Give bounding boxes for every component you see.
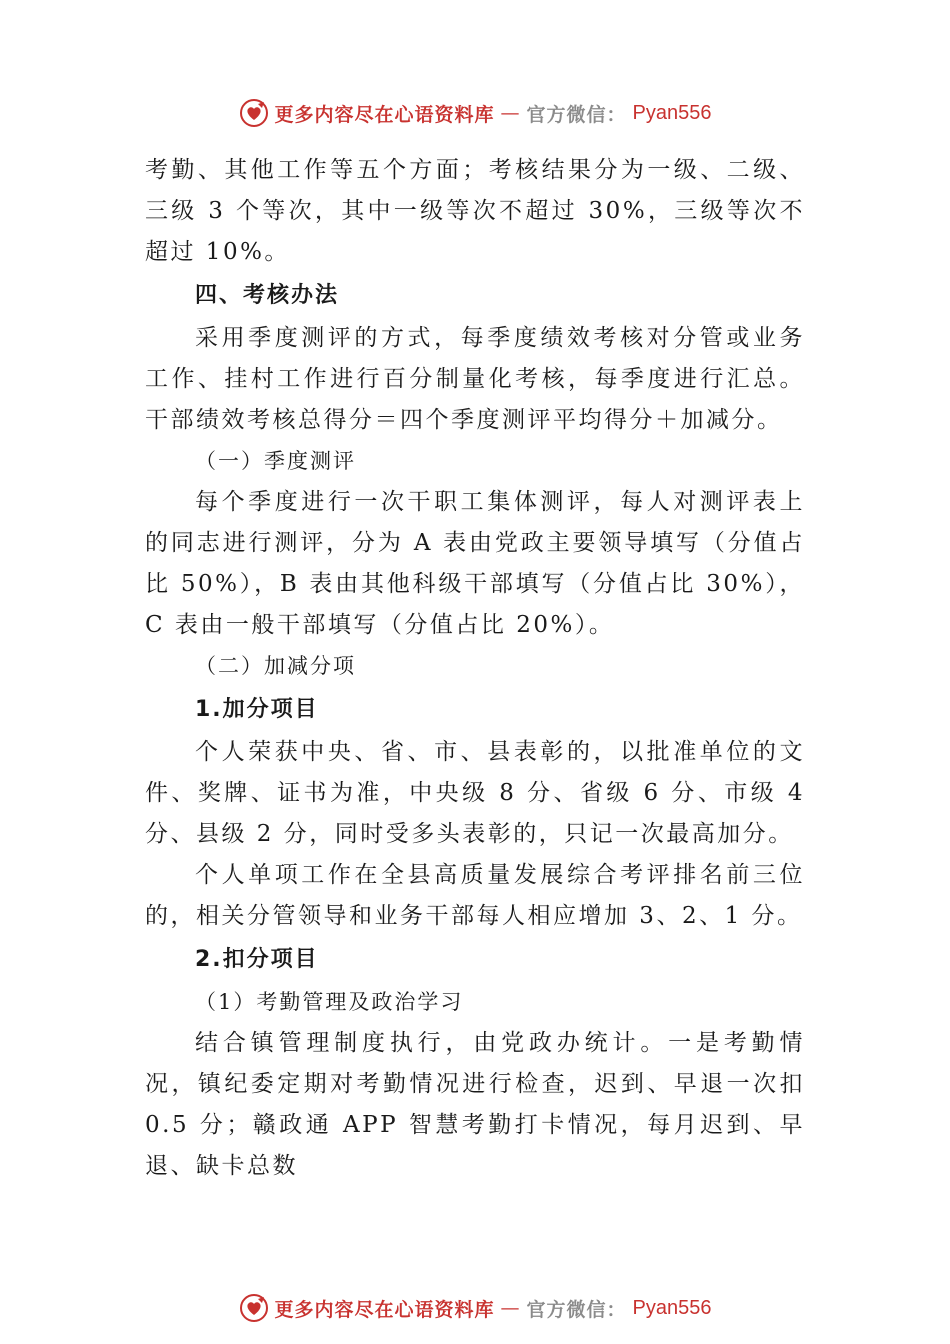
paragraph-ranking-bonus: 个人单项工作在全县高质量发展综合考评排名前三位的，相关分管领导和业务干部每人相应增加 3、2、1 分。 [145,862,805,929]
paragraph-honors: 个人荣获中央、省、市、县表彰的，以批准单位的文件、奖牌、证书为准，中央级 8 分、省级 6 分、市级 4 分、县级 2 分，同时受多头表彰的，只记一次最高加分。 [145,739,805,847]
banner-dash: — [500,1297,521,1319]
banner-wechat-label: 官方微信： [526,103,627,126]
document-body [145,150,805,1187]
paragraph-attendance-rules: 结合镇管理制度执行，由党政办统计。一是考勤情况，镇纪委定期对考勤情况进行检查，迟到、早退一次扣 0.5 分；赣政通 APP 智慧考勤打卡情况，每月迟到、早退、缺卡总数 [145,1030,805,1179]
banner-text: 更多内容尽在心语资料库 [274,1298,495,1321]
paragraph-evaluation-tables: 每个季度进行一次干职工集体测评，每人对测评表上的同志进行测评，分为 A 表由党政主要领导填写（分值占比 50%），B 表由其他科级干部填写（分值占比 30%），C 表由一般干部填写（分值占比 20%）。 [145,489,805,638]
heading-bonus-items: 1.加分项目 [195,697,319,722]
banner-wechat-label: 官方微信： [526,1298,627,1321]
banner-wechat-id: Pyan556 [632,1296,712,1319]
banner-text: 更多内容尽在心语资料库 [274,103,495,126]
section-heading-methods: 四、考核办法 [195,283,340,308]
banner-wechat-id: Pyan556 [632,101,712,124]
heart-pen-logo-icon [239,1293,269,1323]
heart-pen-logo-icon [239,98,269,128]
subheading-quarterly-evaluation: （一）季度测评 [195,449,356,473]
heading-deduction-items: 2.扣分项目 [195,947,319,972]
subheading-bonus-deduction: （二）加减分项 [195,654,356,678]
paragraph-quarterly-method: 采用季度测评的方式，每季度绩效考核对分管或业务工作、挂村工作进行百分制量化考核，每季度进行汇总。干部绩效考核总得分＝四个季度测评平均得分＋加减分。 [145,325,805,433]
header-banner [0,96,950,130]
paragraph-grades: 考勤、其他工作等五个方面；考核结果分为一级、二级、三级 3 个等次，其中一级等次不超过 30%，三级等次不超过 10%。 [145,157,805,265]
footer-banner [0,1291,950,1325]
banner-dash: — [500,102,521,124]
subheading-attendance: （1）考勤管理及政治学习 [195,990,464,1014]
